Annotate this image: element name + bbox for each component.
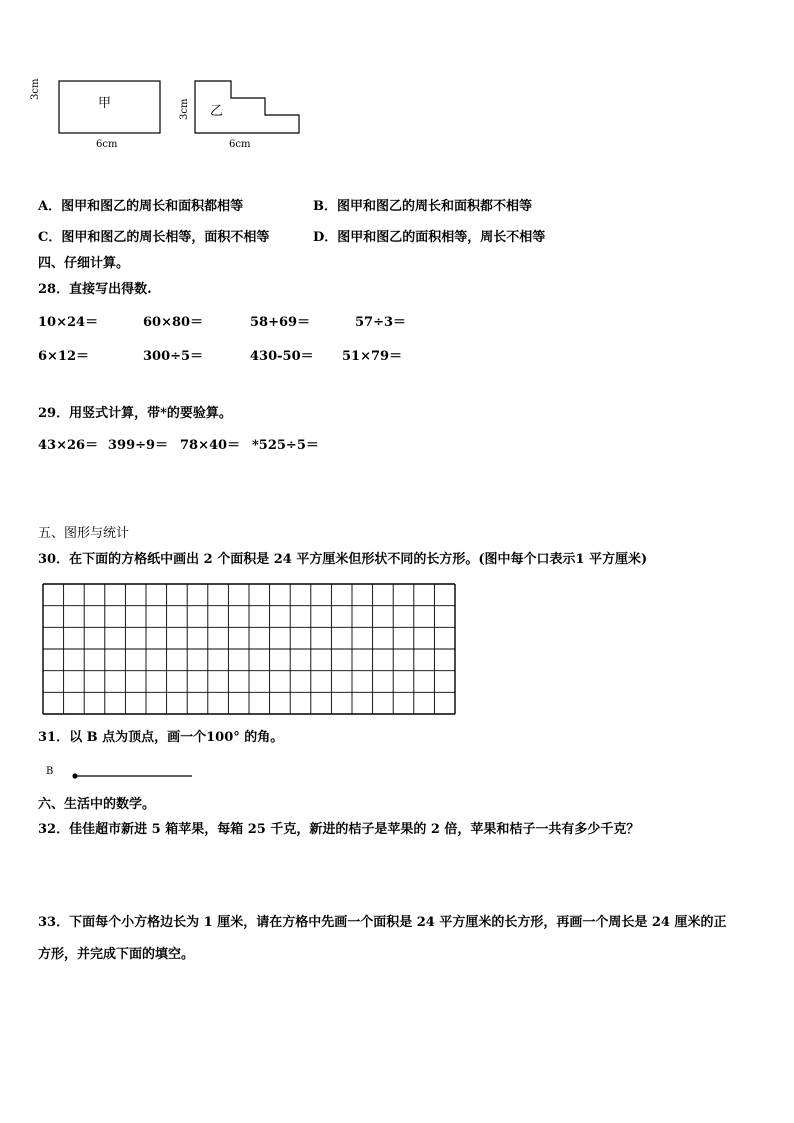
section-5-title: 五、图形与统计 xyxy=(38,526,130,541)
q28-item: 300÷5＝ xyxy=(143,349,204,364)
option-c: C．图甲和图乙的周长相等，面积不相等 xyxy=(38,230,270,245)
section-4-title: 四、仔细计算。 xyxy=(38,256,130,271)
q28-item: 60×80＝ xyxy=(143,315,204,330)
figure-yi-height-label: 3cm xyxy=(179,98,190,120)
q29-item: *525÷5＝ xyxy=(252,438,319,453)
q32-title: 32．佳佳超市新进 5 箱苹果，每箱 25 千克，新进的桔子是苹果的 2 倍，苹果和桔子一共有多少千克？ xyxy=(38,822,640,837)
q28-item: 58+69＝ xyxy=(250,315,311,330)
q31-title: 31．以 B 点为顶点，画一个100° 的角。 xyxy=(38,730,284,745)
q33-line1: 33．下面每个小方格边长为 1 厘米，请在方格中先画一个面积是 24 平方厘米的长方形，再画一个周长是 24 厘米的正 xyxy=(38,915,727,930)
q29-item: 78×40＝ xyxy=(180,438,241,453)
q30-title: 30．在下面的方格纸中画出 2 个面积是 24 平方厘米但形状不同的长方形。(图中每个口表示1 平方厘米) xyxy=(38,552,648,567)
q29-item: 43×26＝ xyxy=(38,438,99,453)
q28-item: 430-50＝ xyxy=(250,349,314,364)
q33-line2: 方形，并完成下面的填空。 xyxy=(38,947,195,962)
q28-item: 6×12＝ xyxy=(38,349,90,364)
option-b: B．图甲和图乙的周长和面积都不相等 xyxy=(313,199,532,214)
option-a: A．图甲和图乙的周长和面积都相等 xyxy=(38,199,244,214)
figure-jia-width-label: 6cm xyxy=(96,139,118,150)
q29-item: 399÷9＝ xyxy=(108,438,169,453)
q28-title: 28．直接写出得数. xyxy=(38,282,152,297)
option-d: D．图甲和图乙的面积相等，周长不相等 xyxy=(313,230,546,245)
q28-item: 10×24＝ xyxy=(38,315,99,330)
figure-jia-label: 甲 xyxy=(98,96,112,111)
point-b-label: B xyxy=(46,766,54,777)
q28-item: 51×79＝ xyxy=(342,349,403,364)
figure-jia-height-label: 3cm xyxy=(30,78,41,100)
figure-yi-label: 乙 xyxy=(210,104,224,119)
section-6-title: 六、生活中的数学。 xyxy=(38,797,156,812)
figure-yi-width-label: 6cm xyxy=(229,139,251,150)
q29-title: 29．用竖式计算，带*的要验算。 xyxy=(38,406,232,421)
q28-item: 57÷3＝ xyxy=(355,315,407,330)
